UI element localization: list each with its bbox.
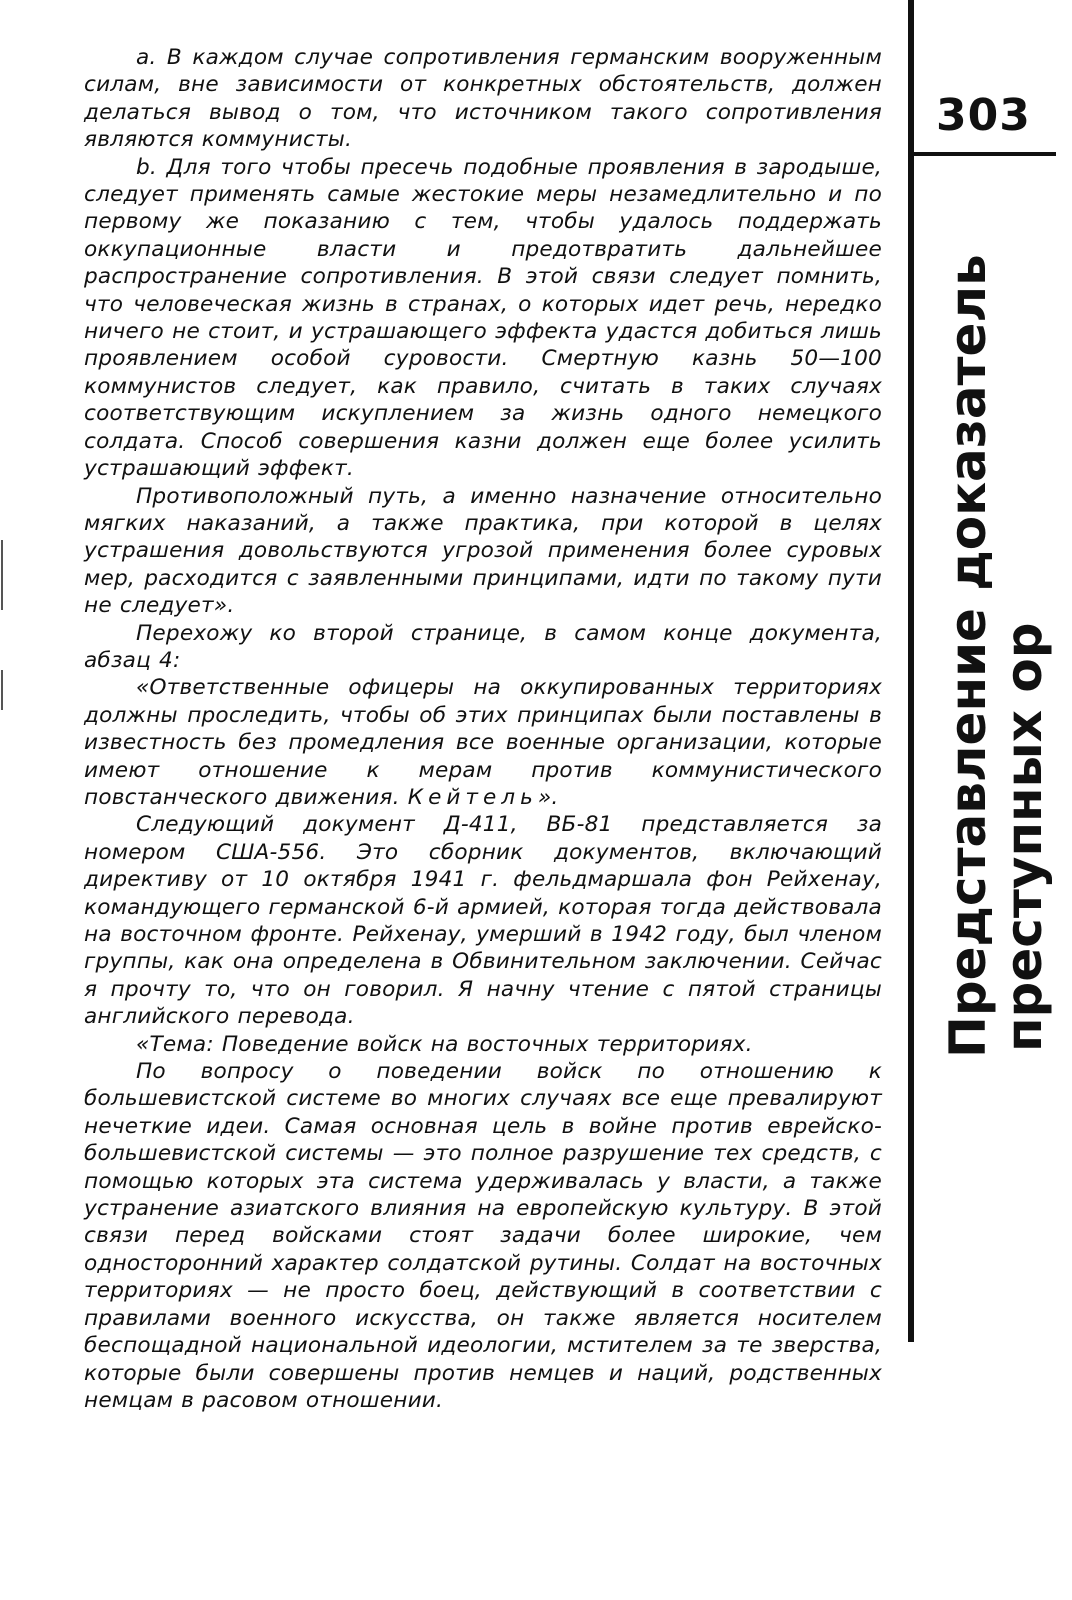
running-head — [940, 158, 1056, 1058]
margin-vertical-rule — [908, 0, 914, 1342]
scan-mark — [1, 540, 3, 610]
page-number: 303 — [936, 90, 1031, 141]
paragraph-opposite-way: Противоположный путь, а именно назначение относительно мягких наказаний, а также практика, при которой в целях устрашения довольствуются угрозой применения более суровых мер, расходится с заявленными принципами, идти по такому пути не следует». — [84, 483, 882, 619]
scan-edge-marks — [0, 520, 6, 760]
paragraph-b: b. Для того чтобы пресечь подобные проявления в зародыше, следует применять самые жестокие меры незамедлительно и по первому же показанию с тем, чтобы удалось поддержать оккупационные власти и предотвратить дальнейшее распространение сопротивления. В этой связи следует помнить, что человеческая жизнь в странах, о которых идет речь, нередко ничего не стоит, и устрашающего эффекта удастся добиться лишь проявлением особой суровости. Смертную казнь 50—100 коммунистов следует, как правило, считать в таких случаях соответствующим искуплением за жизнь одного немецкого солдата. Способ совершения казни должен еще более усилить устрашающий эффект. — [84, 154, 882, 482]
keitel-quote-text: «Ответственные офицеры на оккупированных территориях должны проследить, чтобы об этих принципах были поставлены в известность без промедления все военные организации, которые имеют отношение к мерам против коммунистического повстанческого движения. — [84, 675, 882, 810]
paragraph-conduct-of-troops: По вопросу о поведении войск по отношению к большевистской системе во многих случаях все еще превалируют нечеткие идеи. Самая основная цель в войне против еврейско-большевистской системы — это полное разрушение тех средств, с помощью которых эта система удерживалась у власти, а также устранение азиатского влияния на европейскую культуру. В этой связи перед войсками стоят задачи более широкие, чем односторонний характер солдатской рутины. Солдат на восточных территориях — не просто боец, действующий в соответствии с правилами военного искусства, он также является носителем беспощадной национальной идеологии, мстителем за те зверства, которые были совершены против немцев и наций, родственных немцам в расовом отношении. — [84, 1059, 882, 1413]
scan-mark — [1, 670, 3, 710]
paragraph-keitel-quote — [84, 674, 882, 811]
body-text — [84, 44, 882, 1414]
paragraph-a: a. В каждом случае сопротивления германским вооруженным силам, вне зависимости от конкретных обстоятельств, должен делаться вывод о том, что источником такого сопротивления являются коммунисты. — [84, 45, 882, 153]
paragraph-topic: «Тема: Поведение войск на восточных территориях. — [136, 1031, 753, 1057]
page-number-underline — [908, 152, 1056, 156]
running-head-line-1: Представление доказатель — [939, 254, 997, 1058]
paragraph-document-d411: Следующий документ Д-411, ВБ-81 представляется за номером США-556. Это сборник документов, включающий директиву от 10 октября 1941 г. фельдмаршала фон Рейхенау, командующего германской 6-й армией, которая тогда действовала на восточном фронте. Рейхенау, умерший в 1942 году, был членом группы, как она определена в Обвинительном заключении. Сейчас я прочту то, что он говорил. Я начну чтение с пятой страницы английского перевода. — [84, 812, 882, 1030]
signature-keitel: Кейтель — [407, 784, 538, 810]
paragraph-second-page: Перехожу ко второй странице, в самом конце документа, абзац 4: — [84, 620, 882, 673]
quote-closing: ». — [537, 784, 559, 810]
running-head-line-2: преступных ор — [995, 622, 1053, 1052]
